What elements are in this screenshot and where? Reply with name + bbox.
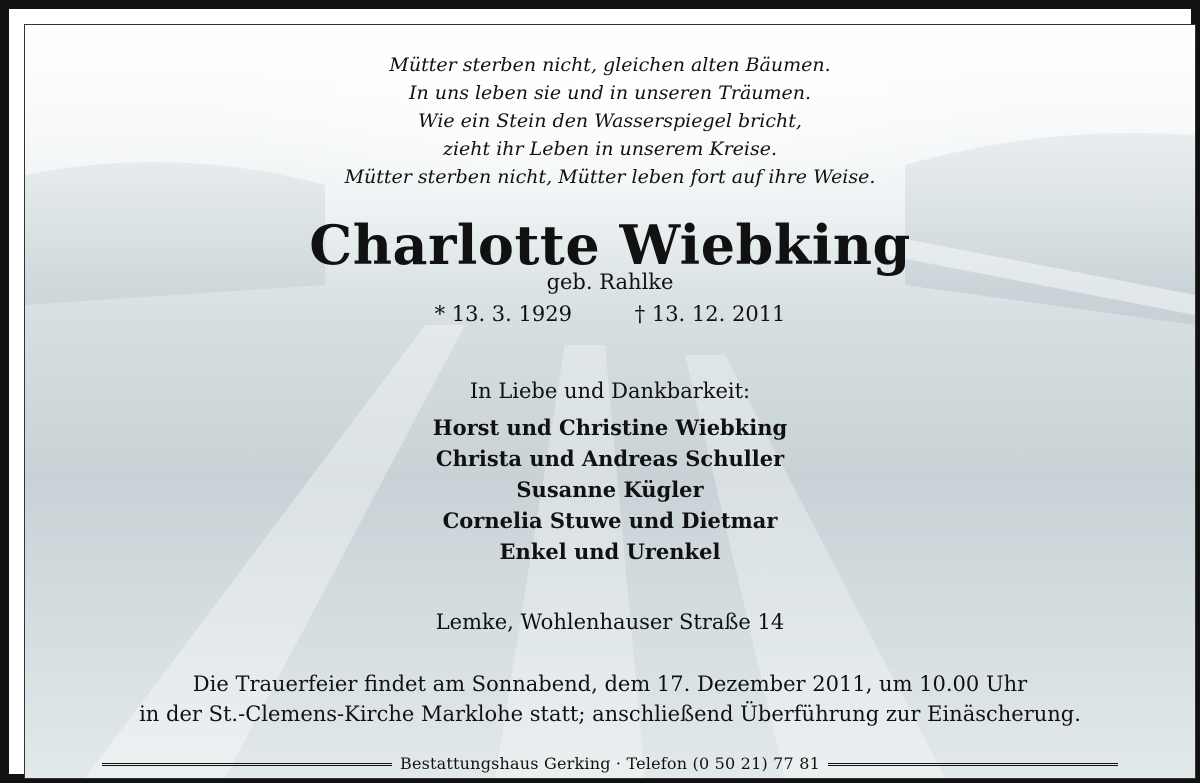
funeral-line: Die Trauerfeier findet am Sonnabend, dem 17. Dezember 2011, um 10.00 Uhr bbox=[192, 672, 1028, 696]
death-date: † 13. 12. 2011 bbox=[634, 302, 786, 326]
poem-line: zieht ihr Leben in unserem Kreise. bbox=[442, 138, 778, 160]
obituary-text bbox=[25, 25, 1195, 778]
poem-line: Mütter sterben nicht, gleichen alten Bäumen. bbox=[389, 54, 831, 76]
mourner: Horst und Christine Wiebking bbox=[432, 415, 788, 440]
obituary-card bbox=[24, 24, 1196, 779]
poem-line: Wie ein Stein den Wasserspiegel bricht, bbox=[418, 110, 802, 132]
mourner: Christa und Andreas Schuller bbox=[435, 446, 785, 471]
funeral-line: in der St.-Clemens-Kirche Marklohe statt; anschließend Überführung zur Einäscherung. bbox=[139, 702, 1081, 726]
mourner: Susanne Kügler bbox=[516, 477, 704, 502]
thanks-line: In Liebe und Dankbarkeit: bbox=[469, 379, 751, 403]
poem bbox=[25, 51, 1195, 191]
deceased-name: Charlotte Wiebking bbox=[309, 213, 911, 277]
funeral-home-contact: Bestattungshaus Gerking · Telefon (0 50 21) 77 81 bbox=[400, 754, 820, 773]
footer-rule-right bbox=[828, 763, 1118, 766]
funeral-notice bbox=[25, 669, 1195, 729]
poem-line: In uns leben sie und in unseren Träumen. bbox=[408, 82, 812, 104]
footer bbox=[25, 751, 1195, 777]
poem-line: Mütter sterben nicht, Mütter leben fort auf ihre Weise. bbox=[344, 166, 876, 188]
mourners-list bbox=[25, 412, 1195, 567]
footer-rule-left bbox=[102, 763, 392, 766]
life-dates bbox=[25, 301, 1195, 327]
birth-date: * 13. 3. 1929 bbox=[434, 302, 572, 326]
mourner: Enkel und Urenkel bbox=[499, 539, 721, 564]
address: Lemke, Wohlenhauser Straße 14 bbox=[435, 610, 785, 634]
mourner: Cornelia Stuwe und Dietmar bbox=[442, 508, 778, 533]
birth-name: geb. Rahlke bbox=[546, 270, 674, 294]
